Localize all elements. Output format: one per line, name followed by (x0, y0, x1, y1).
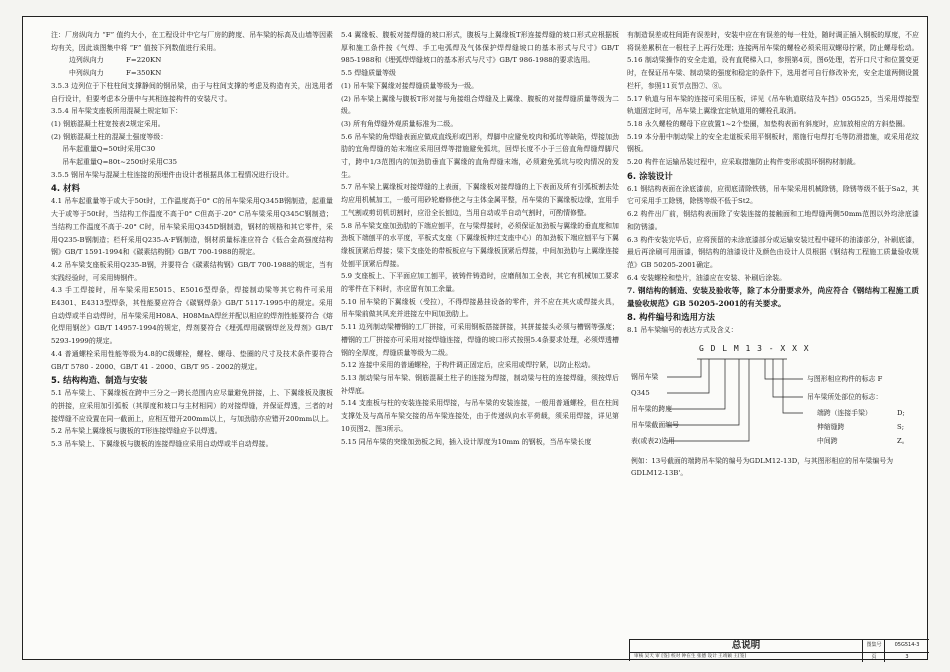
section-heading-7: 7. 钢结构的制造、安装及验收等，除了本分册要求外，尚应符合《钢结构工程施工质量验收规范》GB 50205-2001的有关要求。 (627, 286, 919, 309)
col1c-p0: 5.1 吊车梁上、下翼缘板在跨中三分之一跨长范围内应尽量避免拼接，上、下翼缘板及腹板的拼接，应采用加引弧板（其厚度和坡口与主材相同）的对接焊缝，并保证焊透，三者的对接焊缝不应设置在同一截面上，应相互错开200mm以上，与加劲肋亦应错开200mm以上。 (51, 389, 333, 423)
page-label: 页 (862, 652, 885, 662)
col3b-p1: 6.2 构件出厂前，钢结构表面除了安装连接的接触面和工地焊缝两侧50mm范围以外均涂底漆和防锈漆。 (627, 210, 919, 231)
diagram-example: 例如：13号截面的端跨吊车梁的编号为GDLM12-13D，与其图形相应的吊车梁编号为GDLM12-13B'。 (631, 457, 894, 478)
col1-p4: 3.5.4 吊车梁支座板所用混凝土规定如下： (51, 107, 183, 116)
diagram-code: G D L M 1 3 - X X X (699, 344, 810, 354)
diagram-right-label-2: 端跨（连接手梁） (817, 409, 872, 418)
col1b-p3: 4.4 普通螺栓采用性能等级为4.8的C级螺栓，螺栓、螺母、垫圈的尺寸及技术条件要符合GB/T 5780 - 2000、GB/T 41 - 2000、GB/T 95 - 2002的规定。 (51, 349, 333, 371)
col1-p6: (2) 钢筋混凝土柱的混凝土强度等级： (51, 132, 168, 141)
column-middle (341, 29, 622, 448)
col2-p1: 5.5 焊缝质量等级 (341, 69, 396, 78)
diagram-right-label-4: 中间跨 (817, 437, 838, 446)
diagram-left-label-1: Q345 (631, 389, 650, 398)
col1-p8: 吊车起重量Q=80t~250t时采用C35 (51, 158, 178, 167)
section-heading-6: 6. 涂装设计 (627, 170, 673, 181)
drawing-title: 总说明 (630, 640, 862, 653)
col2-p12: 5.13 制动梁与吊车梁、钢筋混凝土柱子的连接为焊接，制动梁与柱的连接焊缝，须按焊后补焊底。 (341, 373, 619, 395)
col2-p13: 5.14 支座板与柱的安装连接采用焊接，与吊车梁的安装连接，一般用普通螺栓，但在柱间支撑处及与高吊车梁交接的吊车梁连接处，由于传递纵向水平荷载，须采用焊接，详见第10页图2、图3所示。 (341, 399, 619, 433)
col3c-p0: 8.1 吊车梁编号的表达方式及含义： (627, 326, 738, 335)
diagram-right-label-0: 与图形相应构件的标志 F (807, 375, 883, 384)
section-heading-4: 4. 材料 (51, 183, 80, 194)
page-number: 3 (884, 652, 929, 662)
diagram-left-label-2: 吊车梁的跨度 (631, 405, 673, 414)
column-left (51, 29, 336, 451)
col1b-p0: 4.1 吊车起重量等于或大于50t时，工作温度高于0° C的吊车梁采用Q345B钢制造，起重量大于或等于50t时，当结构工作温度不高于0° C但高于-20° C吊车梁采用Q345C钢制造；当结构工作温度不高于-20° C时，吊车梁采用Q345D钢制造，钢材的规格和其它零件，采用Q235-B钢制造；栏杆采用Q235-A·F钢制造，钢材质量标准应符合《低合金高强度结构钢》GB/T 1591-1994和《碳素结构钢》GB/T 700-1988的规定。 (51, 197, 333, 257)
col1c-p2: 5.3 吊车梁上、下翼缘板与腹板的连接焊缝应采用自动焊或半自动焊接。 (51, 440, 273, 449)
drawing-sheet (22, 16, 928, 660)
col1-p0: 注：厂房纵向力 “F” 值约大小，在工程设计中它与厂房的跨度、吊车梁的标高及山墙等因素均有关，因此该图集中将 “F” 值按下列数值进行采用。 (51, 31, 333, 52)
col2-p0: 5.4 翼缘板、腹板对接焊缝的坡口形式，腹板与上翼缘板T形连接焊缝的坡口形式应根据板厚和施工条件按《气焊、手工电弧焊及气体保护焊焊缝坡口的基本形式与尺寸》GB/T 985-1988和《埋弧焊焊缝坡口的基本形式与尺寸》GB/T 986-1988的要求选用。 (341, 31, 622, 65)
diagram-left-label-4: 表(或表2)选用 (631, 437, 676, 446)
section-heading-8: 8. 构件编号和选用方法 (627, 312, 715, 323)
col2-p9: 5.10 吊车梁的下翼缘板（受拉），不得焊接悬挂设备的零件，并不应在其火或焊接火具，吊车梁前做其风充并进接左中间加劲肋上。 (341, 297, 619, 319)
col3-p2: 5.17 轨道与吊车梁的连接可采用压板，详见《吊车轨道联结及车挡》05G525，当采用焊接型轨道固定时可，吊车梁上翼缘宜定轨道用的螺栓孔取消。 (627, 94, 919, 116)
col2-p2: (1) 吊车梁下翼缘对接焊缝质量等级为一级。 (341, 81, 479, 90)
col3b-p0: 6.1 钢结构表面在涂底漆前，应彻底清除铁锈，吊车梁采用机械除锈，除锈等级不低于Sa2，其它可采用手工除锈，除锈等级不低于St2。 (627, 184, 919, 206)
column-right (627, 29, 919, 507)
diagram-right-code-3: S; (897, 423, 905, 432)
col1b-p2: 4.3 手工焊接时，吊车梁采用E5015、E5016型焊条，焊接制动梁等其它构件可采用E4301、E4313型焊条，其性能要应符合《碳钢焊条》GB/T 5117-1995中的规定。采用自动焊或半自动焊时，吊车梁采用H08A、H08MnA焊丝并配以相应的焊剂性能要符合《熔化焊用钢丝》GB/T 14957-1994的规定，焊剂要符合《埋弧焊用碳钢焊丝及焊剂》GB/T 5293-1999的规定。 (51, 286, 336, 346)
atlas-label: 图集号 (862, 640, 885, 652)
col1-p9: 3.5.5 钢吊车梁与混凝土柱连接的预埋件由设计者根据具体工程情况进行设计。 (51, 170, 294, 179)
col2-p14: 5.15 同吊车梁的突缘加劲板之间，插入设计厚度为10mm 的钢板，当吊车梁长度 (341, 437, 592, 446)
diagram-right-code-4: Z。 (897, 437, 909, 446)
col3b-p3: 6.4 安装螺栓和垫片，油漆应在安装、补刷后涂装。 (627, 273, 787, 282)
col2-p10: 5.11 边列制动梁槽钢的工厂拼接，可采用钢板搭接拼接，其拼接接头必须与槽钢等强度；槽钢的工厂拼接亦可采用对接焊缝连接，焊缝的坡口形式按照5.4条要求处理，必须焊透槽钢的全厚度，焊缝质量等级为二级。 (341, 323, 619, 357)
numbering-diagram (627, 337, 919, 507)
col2-p3: (2) 吊车梁上翼缘与腹板T形对接与角接组合焊缝及上翼缘、腹板的对接焊缝质量等级为二级。 (341, 94, 619, 116)
col2-p6: 5.7 吊车梁上翼缘板对接焊缝的上表面，下翼缘板对接焊缝的上下表面及所有引弧板割去处均应用机械加工，一般可用砂轮磨修使之与主体金属平整，吊车梁的下翼缘板边缘，宜用手工气割或剪切机切割时，应沿全长刨边，当用自动或半自动气割时，可酌情修整。 (341, 183, 619, 217)
diagram-right-label-1: 吊车梁所处部位的标志： (807, 393, 883, 402)
col2-p7: 5.8 吊车梁支座加劲肋的下端应刨平，在与梁焊接时，必须保证加劲板与翼缘的垂直度和加劲板下端刨平的水平度，平板式支座（下翼缘板伸过支座中心）的加劲板下端应刨平与下翼缘板顶紧后焊接；梁下支座处的带板板应与下翼缘板顶紧后焊接，中间加劲肋与上翼缘连接处刨平顶紧后焊接。 (341, 221, 619, 268)
col2-p11: 5.12 连接中采用的普通螺栓，于构件调正固定后，应采用或焊拧紧，以防止松动。 (341, 361, 595, 370)
col1-p2: 中列纵向力 F=350KN (51, 69, 162, 78)
col2-p4: (3) 所有角焊缝外观质量标准为二级。 (341, 119, 458, 128)
col1c-p1: 5.2 吊车梁上翼缘板与腹板的T形连接焊缝应予以焊透。 (51, 427, 222, 436)
col3-p1: 5.16 制动梁操作的安全走道，设有直爬梯入口，参照第4页，图6处理，若开口尺寸和位置变更时，在保证吊车梁、制动梁的强度和稳定的条件下，选用者可自行修改补充，安全走道两侧设置栏杆，参照11页节点图⑦、⑧。 (627, 56, 919, 90)
diagram-left-label-0: 钢吊车梁 (631, 373, 659, 382)
section-heading-5: 5. 结构构造、制造与安装 (51, 375, 148, 386)
diagram-right-code-2: D; (897, 409, 905, 418)
col1b-p1: 4.2 吊车梁支座板采用Q235-B钢，并要符合《碳素结构钢》GB/T 700-1988的规定，当有实践经验时，可采用铸钢件。 (51, 260, 333, 282)
col1-p1: 边列纵向力 F=220KN (51, 56, 162, 65)
col3-p3: 5.18 永久螺栓的螺母下应放置1~2个垫圈，加垫构表面有斜度时，应加放相应的方斜垫圈。 (627, 119, 910, 128)
col1-p7: 吊车起重量Q=50t时采用C30 (51, 145, 156, 154)
col3b-p2: 6.3 构件安装完毕后，应将预留的未涂底漆部分或运输安装过程中碰坏的油漆部分，补刷底漆，最后再涂刷可用面漆，钢结构的油漆设计及颜色由设计人员根据《钢结构工程施工质量验收规范》GB 50205-2001确定。 (627, 235, 919, 269)
col1-p3: 3.5.3 边列位于下柱柱间支撑静间的钢吊梁，由于与柱间支撑的考虑及构造有关，出选用者自行设计，但要考虑本分册中与其相连接构件的安装尺寸。 (51, 81, 333, 103)
col3-p5: 5.20 构件在运输吊装过程中，应采取措施防止构件变形或损坏钢构材制裁。 (627, 158, 860, 167)
title-block (629, 639, 929, 661)
atlas-number: 05G514-3 (884, 640, 929, 652)
diagram-right-label-3: 伸缩缝跨 (817, 423, 845, 432)
col1-p5: (1) 钢筋混凝土柱宽按表2规定采用。 (51, 119, 165, 128)
diagram-left-label-3: 吊车梁截面编号 (631, 421, 679, 430)
col2-p8: 5.9 支座板上、下平面应加工刨平，被铸件铸造时，应磨削加工全表，其它有机械加工要求的零件在下料时，亦应留有加工余量。 (341, 272, 619, 294)
col3-p4: 5.19 本分册中制动梁上的安全走道板采用平钢板时，需施行电焊打毛等防滑措施，或采用花纹钢板。 (627, 132, 919, 154)
col3-p0: 有制造误差或柱间距有误差时，安装中应在有误差的每一柱处，随时调正插入钢板的厚度，不应将误差累积在一根柱子上再行处理；连接两吊车梁的螺栓必须采用双螺母拧紧，防止螺母松动。 (627, 31, 919, 52)
signature-row: 审核 吴天 审 [签] 校对 钟在生 张德 设计 王靖颖 王[签] (634, 654, 747, 659)
col2-p5: 5.6 吊车梁的角焊缝表面应做成直线形或凹形，焊脚中应避免咬肉和弧坑等缺陷，焊接加劲肋的宜角焊缝的始末端应采用回焊等措施避免弧坑，回焊长度不小于三倍直角焊缝焊脚尺寸，跨中1/3范围内的加劲肋垂直下翼缘的直角焊缝末端，必须避免弧坑与咬肉情况的发生。 (341, 132, 619, 179)
